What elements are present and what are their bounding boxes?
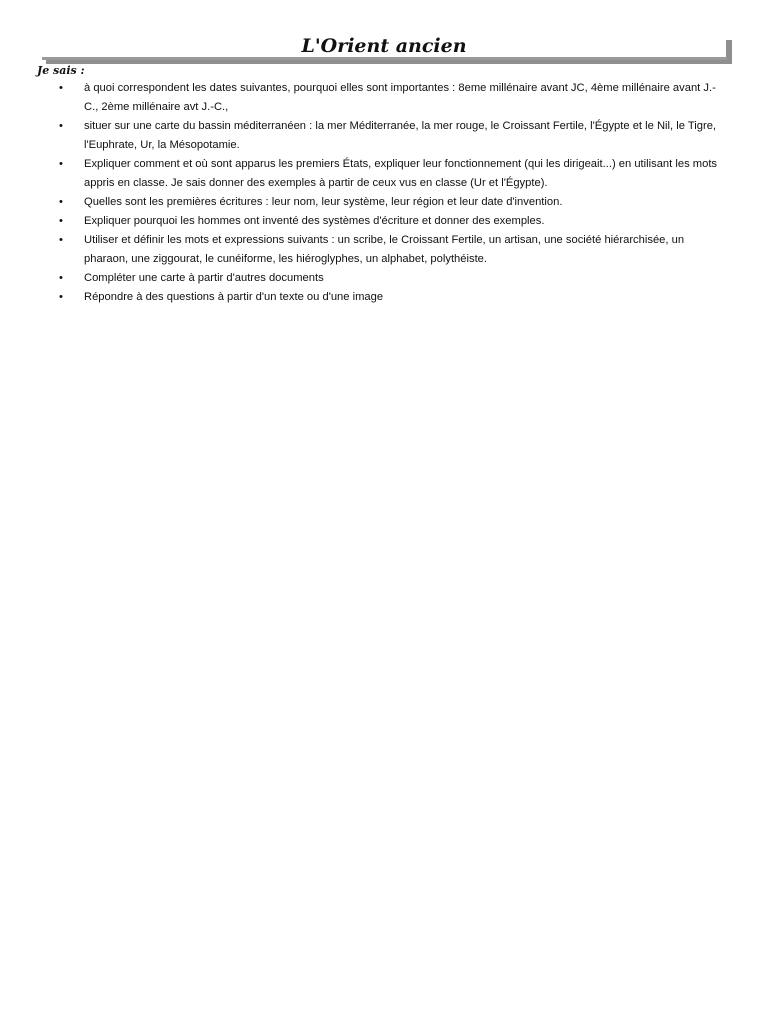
bullet-icon: • (59, 120, 63, 132)
bullet-icon: • (59, 158, 63, 170)
skills-list-item-text: Compléter une carte à partir d'autres documents (84, 272, 324, 284)
skills-list-item-text: Expliquer comment et où sont apparus les premiers États, expliquer leur fonctionnement (qui les dirigeait...) en utilisant les mots appris en classe. Je sais donner des exemples à partir de ceux vus en classe (Ur et l'Égypte). (84, 158, 718, 189)
skills-list-item (0, 155, 768, 193)
skills-list-item-text: Expliquer pourquoi les hommes ont inventé des systèmes d'écriture et donner des exemples. (84, 215, 545, 227)
skills-list-item-text: Quelles sont les premières écritures : leur nom, leur système, leur région et leur date d'invention. (84, 196, 563, 208)
page-title: L'Orient ancien (301, 35, 467, 57)
skills-list-item (0, 269, 768, 288)
skills-list-item (0, 193, 768, 212)
skills-list-item-text: Répondre à des questions à partir d'un texte ou d'une image (84, 291, 384, 303)
title-frame-shadow-bottom (46, 60, 732, 64)
skills-list-item-text: situer sur une carte du bassin méditerranéen : la mer Méditerranée, la mer rouge, le Croissant Fertile, l'Égypte et le Nil, le Tigre, l'Euphrate, Ur, la Mésopotamie. (84, 120, 717, 151)
bullet-icon: • (59, 215, 63, 227)
skills-list-item (0, 79, 768, 117)
skills-list-item (0, 288, 768, 307)
title-block (42, 34, 732, 64)
skills-list-item (0, 231, 768, 269)
intro-label: Je sais : (37, 64, 85, 77)
skills-list-item-text: à quoi correspondent les dates suivantes, pourquoi elles sont importantes : 8eme millénaire avant JC, 4ème millénaire avant J.-C., 2ème millénaire avt J.-C., (84, 82, 716, 113)
skills-list (0, 79, 768, 307)
bullet-icon: • (59, 196, 63, 208)
skills-list-item-text: Utiliser et définir les mots et expressions suivants : un scribe, le Croissant Fertile, un artisan, une société hiérarchisée, un pharaon, une ziggourat, le cunéiforme, les hiéroglyphes, un alphabet, polythéiste. (84, 234, 685, 265)
bullet-icon: • (59, 82, 63, 94)
bullet-icon: • (59, 291, 63, 303)
skills-list-item (0, 212, 768, 231)
title-underline (42, 57, 727, 60)
bullet-icon: • (59, 234, 63, 246)
bullet-icon: • (59, 272, 63, 284)
skills-list-item (0, 117, 768, 155)
